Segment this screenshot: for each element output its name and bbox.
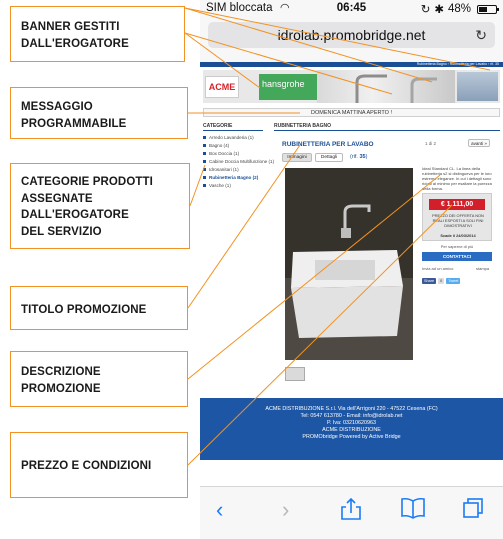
price: € 1.111,00 <box>429 199 485 210</box>
callout-message <box>10 87 188 139</box>
callout-categories-line-1: CATEGORIE PRODOTTI <box>21 176 153 188</box>
wifi-icon: ◠ <box>280 2 290 14</box>
acme-logo[interactable]: ACME <box>205 76 239 98</box>
browser-toolbar <box>200 486 503 539</box>
offer-expiry: Scade il 24/03/2014 <box>440 233 476 238</box>
category-item[interactable] <box>203 158 275 166</box>
bluetooth-icon: ✱ <box>434 4 444 16</box>
phone-screen <box>200 0 503 539</box>
callout-banner-line-2: DALL'EROGATORE <box>21 37 129 50</box>
callout-banner <box>10 6 185 62</box>
category-item[interactable] <box>203 182 263 190</box>
lock-rotation-icon: ↻ <box>420 4 431 16</box>
price-box <box>422 193 492 241</box>
callout-message-line-1: MESSAGGIO <box>21 101 93 113</box>
category-item[interactable] <box>203 150 263 158</box>
reload-icon[interactable]: ↻ <box>475 27 487 43</box>
tab-images[interactable]: Immagini <box>282 153 312 162</box>
status-right <box>421 2 497 16</box>
page-footer <box>200 398 503 460</box>
section-heading: RUBINETTERIA BAGNO <box>274 123 500 131</box>
callout-categories <box>10 163 190 249</box>
square-bullet-icon <box>203 184 206 187</box>
clock: 06:45 <box>336 2 367 14</box>
pager: 1 di 2 <box>425 141 437 146</box>
category-label: Box Doccia (1) <box>209 151 240 156</box>
next-button[interactable]: avanti » <box>468 139 490 147</box>
category-label: Bagno (4) <box>209 143 230 148</box>
print-link[interactable]: stampa <box>476 266 490 271</box>
brand-band: hansgrohe <box>259 74 317 100</box>
category-item[interactable] <box>203 166 263 174</box>
callout-categories-line-2: ASSEGNATE <box>21 192 93 205</box>
contact-button[interactable]: CONTATTACI <box>422 252 492 261</box>
product-code <box>350 154 367 160</box>
callout-price-line-1: PREZZO E CONDIZIONI <box>21 460 152 472</box>
category-label: Vasche (1) <box>209 183 231 188</box>
back-icon[interactable]: ‹ <box>216 497 224 522</box>
facebook-share-button[interactable]: Share <box>424 279 435 283</box>
status-bar <box>200 0 503 18</box>
footer-company: ACME DISTRIBUZIONE <box>322 427 381 433</box>
tabs-icon[interactable] <box>462 497 484 525</box>
callout-categories-line-4: DEL SERVIZIO <box>21 226 102 239</box>
footer-powered-by: PROMObridge Powered by Active Bridge <box>302 434 401 440</box>
code-prefix: (rif. <box>350 154 358 160</box>
square-bullet-icon <box>203 136 206 139</box>
square-bullet-icon <box>203 176 206 179</box>
callout-price <box>10 432 188 498</box>
categories-heading: CATEGORIE <box>203 123 263 131</box>
code-value: 35 <box>359 154 366 160</box>
social-buttons <box>422 278 460 284</box>
share-icon-graphic <box>340 497 362 521</box>
category-label: Idrosanitari (1) <box>209 167 239 172</box>
square-bullet-icon <box>203 160 206 163</box>
send-to-friend-link[interactable]: Invia ad un amico <box>422 266 454 271</box>
callout-description <box>10 351 188 407</box>
callout-title-line-1: TITOLO PROMOZIONE <box>21 304 147 316</box>
category-list <box>203 134 275 190</box>
category-label: Arredo Lavanderia (1) <box>209 135 254 140</box>
carrier-label: SIM bloccata <box>206 2 273 14</box>
code-suffix: ) <box>365 154 368 160</box>
web-page <box>200 62 503 502</box>
battery-icon <box>477 5 497 14</box>
bookmarks-icon-graphic <box>400 497 426 519</box>
thumbnail-image[interactable] <box>285 367 305 381</box>
callout-message-line-2: PROGRAMMABILE <box>21 117 127 130</box>
tabs-icon-graphic <box>462 497 484 519</box>
url-text: idrolab.promobridge.net <box>277 27 426 43</box>
category-label: Cabine Doccia Multifunzione (1) <box>209 159 275 164</box>
footer-vat: P. Iva: 03210620963 <box>326 420 377 426</box>
faucet-graphic <box>317 70 455 103</box>
product-image[interactable] <box>285 168 413 360</box>
address-bar[interactable] <box>208 22 495 48</box>
bookmarks-icon[interactable] <box>400 497 426 525</box>
promo-title: RUBINETTERIA PER LAVABO <box>282 141 374 148</box>
callout-description-line-2: PROMOZIONE <box>21 382 101 395</box>
banner-area[interactable] <box>203 70 500 103</box>
callout-banner-line-1: BANNER GESTITI <box>21 21 120 33</box>
forward-icon[interactable]: › <box>282 497 290 522</box>
promo-message: DOMENICA MATTINA APERTO ! <box>203 108 500 117</box>
tab-details[interactable]: Dettagli <box>315 153 343 162</box>
sink-photo <box>285 168 413 360</box>
more-info-text: Per saperne di più <box>440 244 474 249</box>
category-item-active[interactable] <box>203 174 263 182</box>
square-bullet-icon <box>203 168 206 171</box>
battery-percent: 48% <box>447 3 471 15</box>
banner-product-image <box>317 70 455 103</box>
callout-title <box>10 286 188 330</box>
share-icon[interactable] <box>340 497 362 527</box>
footer-address: ACME DISTRIBUZIONE S.r.l. Via dell'Arrigoni 220 - 47522 Cesena (FC) <box>265 406 438 412</box>
footer-contacts: Tel: 0547 613780 - Email: info@idrolab.net <box>300 413 403 419</box>
callout-categories-line-3: DALL'EROGATORE <box>21 209 129 222</box>
callout-description-line-1: DESCRIZIONE <box>21 366 101 378</box>
category-label: Rubinetteria Bagno (2) <box>209 175 259 180</box>
category-item[interactable] <box>203 134 263 142</box>
price-conditions: PREZZO DEI OFFERTA NON REALI ESPOSTI A SOLI FINI DIMOSTRATIVI <box>432 213 484 228</box>
banner-bathroom-image <box>457 72 498 101</box>
promo-description: Ideal Standard CL. La linea della rubinetteria s2 si distingueva per le loro estreme eleganze. In cui i dettagli sono ridotti al minimo per esaltare la purezza della forma. <box>422 166 492 191</box>
square-bullet-icon <box>203 144 206 147</box>
tweet-button[interactable]: Tweet <box>448 279 459 283</box>
square-bullet-icon <box>203 152 206 155</box>
breadcrumb-strip: Rubinetteria Bagno › Rubinetteria per Lavabo › rif. 35 <box>200 62 503 67</box>
like-count[interactable]: 0 <box>440 279 443 283</box>
category-item[interactable] <box>203 142 263 150</box>
